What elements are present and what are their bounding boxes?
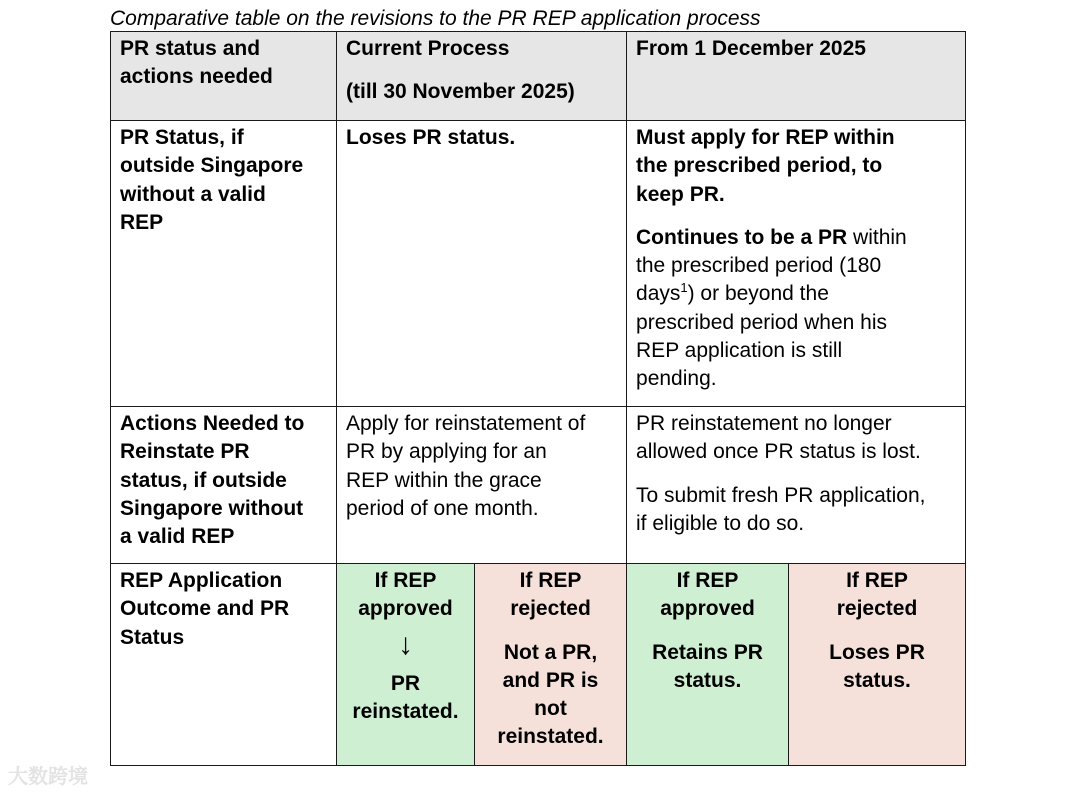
header-row (111, 32, 966, 121)
current-approved-cell: If REP approved ↓ PR reinstated. (337, 564, 475, 766)
continues-pr-text: Continues to be a PR within the prescribed period (180 days$^1$) or beyond the prescribed period when his REP application is still pending. (636, 225, 907, 391)
down-arrow-icon: ↓ (398, 627, 413, 661)
new-pr-status-cell (627, 121, 966, 407)
table-caption: Comparative table on the revisions to the PR REP application process (110, 7, 761, 30)
new-reinstate-cell: PR reinstatement no longer allowed once PR status is lost. To submit fresh PR application, if eligible to do so. (627, 407, 966, 564)
table-row (111, 564, 966, 766)
row-label-outcome: REP Application Outcome and PR Status (111, 564, 337, 766)
watermark: 大数跨境 (8, 766, 88, 788)
comparison-table (110, 31, 966, 766)
header-current-process: Current Process (till 30 November 2025) (337, 32, 627, 121)
header-new-process: From 1 December 2025 (627, 32, 966, 121)
table-row (111, 407, 966, 564)
table-row (111, 121, 966, 407)
header-pr-status: PR status and actions needed (111, 32, 337, 121)
footnote-marker: 1 (680, 280, 688, 296)
current-reinstate-cell: Apply for reinstatement of PR by applying for an REP within the grace period of one month. (337, 407, 627, 564)
must-apply-text: Must apply for REP within the prescribed period, to keep PR. (636, 126, 895, 206)
row-label-pr-status: PR Status, if outside Singapore without a valid REP (111, 121, 337, 407)
new-approved-cell: If REP approved Retains PR status. (627, 564, 789, 766)
new-rejected-cell: If REP rejected Loses PR status. (789, 564, 966, 766)
current-rejected-cell: If REP rejected Not a PR, and PR is not reinstated. (475, 564, 627, 766)
current-pr-status-cell: Loses PR status. (337, 121, 627, 407)
row-label-reinstate: Actions Needed to Reinstate PR status, if outside Singapore without a valid REP (111, 407, 337, 564)
